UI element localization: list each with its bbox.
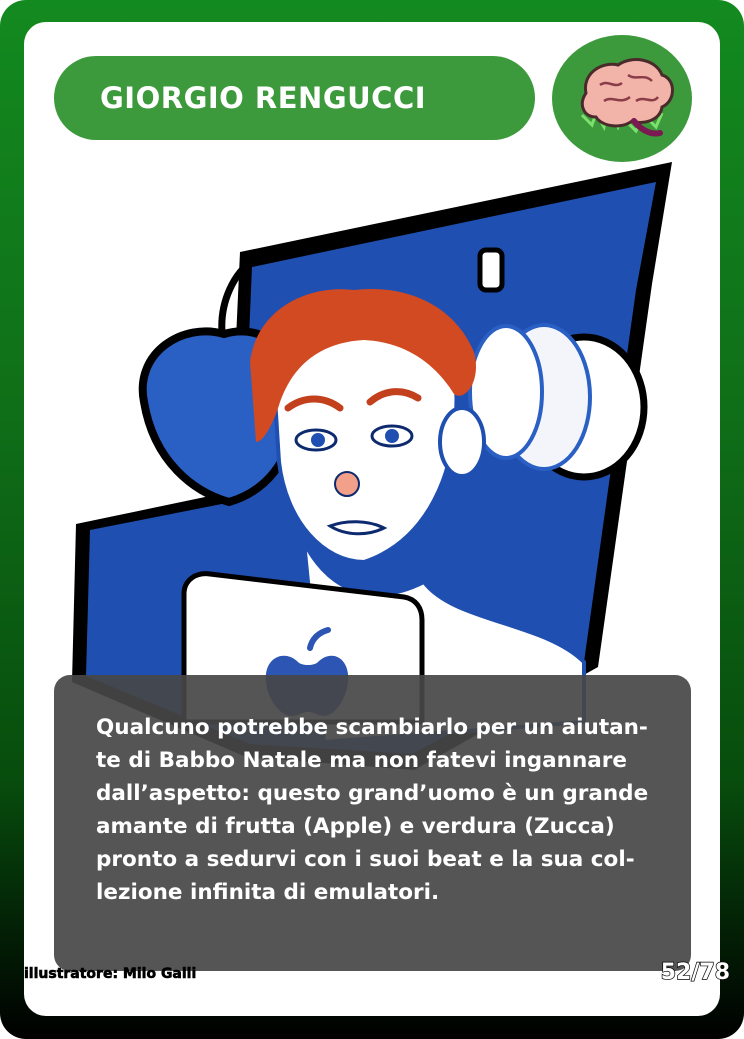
card-counter: 52/78 <box>660 960 730 985</box>
nose-shape <box>335 472 359 496</box>
brain-icon <box>552 35 692 162</box>
name-banner <box>54 56 535 140</box>
illustrator-credit: illustratore: Milo Galli <box>24 966 197 982</box>
character-name: GIORGIO RENGUCCI <box>100 81 427 115</box>
ear-shape <box>440 408 484 476</box>
description-text: Qualcuno potrebbe scambiarlo per un aiutan-te di Babbo Natale ma non fatevi ingannare dall’aspetto: questo grand’uomo è un grande amante di frutta (Apple) e verdura (Zucca) pronto a sedurvi con i suoi beat e la sua col-lezione infinita di emulatori. <box>96 715 649 905</box>
description-box <box>54 675 691 971</box>
category-badge <box>552 35 692 162</box>
card-inner <box>24 22 720 1016</box>
